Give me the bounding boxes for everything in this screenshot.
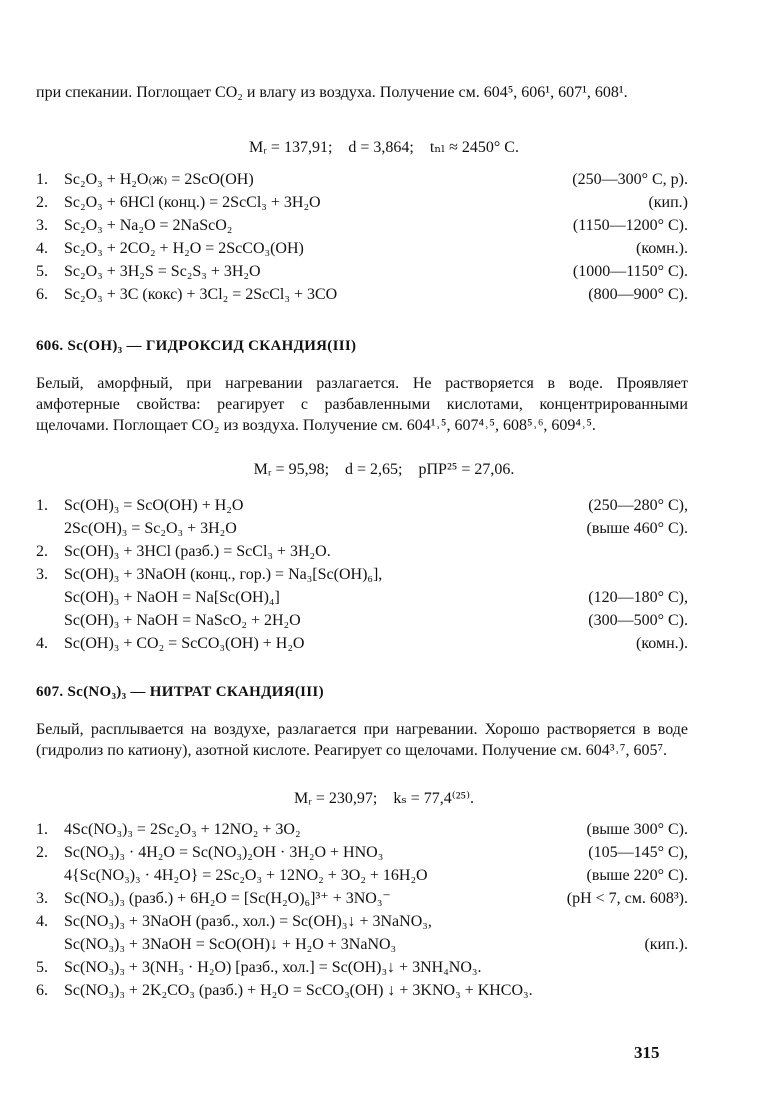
reaction-condition: (комн.). (636, 240, 688, 257)
reaction-number: 6. (36, 982, 48, 999)
reaction-number: 4. (36, 913, 48, 930)
description-607: Белый, расплывается на воздухе, разлагается при нагревании. Хорошо растворяется в воде (гидролиз по катиону), азотной кислоте. Реагирует со щелочами. Получение см. 604³˒⁷, 605⁷. (36, 721, 688, 759)
reaction-equation: Sc(OH)₃ + 3HCl (разб.) = ScCl₃ + 3H₂O. (64, 543, 331, 560)
reaction-row (36, 609, 688, 632)
reaction-equation: Sc(NO₃)₃ (разб.) + 6H₂O = [Sc(H₂O)₆]³⁺ + 3NO₃⁻ (64, 890, 391, 907)
reaction-row (36, 933, 688, 956)
reaction-number: 5. (36, 959, 48, 976)
reaction-equation: 4{Sc(NO₃)₃ · 4H₂O} = 2Sc₂O₃ + 12NO₂ + 3O₂ + 16H₂O (64, 867, 428, 884)
reaction-equation: Sc(OH)₃ + NaOH = NaScO₂ + 2H₂O (64, 612, 301, 629)
section-heading-607: 607. Sc(NO₃)₃ — НИТРАТ СКАНДИЯ(III) (36, 684, 324, 700)
reaction-condition: (300—500° C). (588, 612, 688, 629)
reaction-condition: (1000—1150° C). (572, 263, 688, 280)
reactions-607 (36, 818, 688, 1002)
reaction-row (36, 168, 688, 191)
reaction-equation: Sc₂O₃ + Na₂O = 2NaScO₂ (64, 217, 233, 234)
reaction-row (36, 586, 688, 609)
reaction-condition: (pH < 7, см. 608³). (566, 890, 688, 907)
reaction-row (36, 260, 688, 283)
reaction-row (36, 517, 688, 540)
reaction-condition: (250—300° C, p). (572, 171, 688, 188)
page-number: 315 (634, 1043, 660, 1062)
reaction-equation: 2Sc(OH)₃ = Sc₂O₃ + 3H₂O (64, 520, 237, 537)
reaction-row (36, 283, 688, 306)
reaction-row (36, 494, 688, 517)
reaction-row (36, 214, 688, 237)
reaction-row (36, 632, 688, 655)
reaction-equation: Sc(NO₃)₃ + 3NaOH = ScO(OH)↓ + H₂O + 3NaNO₃ (64, 936, 397, 953)
reaction-condition: (выше 460° C). (586, 520, 688, 537)
reaction-condition: (1150—1200° C). (572, 217, 688, 234)
reaction-condition: (кип.) (648, 194, 688, 211)
reaction-number: 3. (36, 566, 48, 583)
intro-paragraph: при спекании. Поглощает CO₂ и влагу из воздуха. Получение см. 604⁵, 606¹, 607¹, 608¹. (36, 84, 628, 101)
reaction-row (36, 910, 688, 933)
description-606: Белый, аморфный, при нагревании разлагается. Не растворяется в воде. Проявляет амфотерные свойства: реагирует с разбавленными кислотами, концентрированными щелочами. Поглощает CO₂ из воздуха. Получение см. 604¹˒⁵, 607⁴˒⁵, 608⁵˒⁶, 609⁴˒⁵. (36, 375, 688, 434)
reaction-equation: Sc(OH)₃ + 3NaOH (конц., гор.) = Na₃[Sc(OH)₆], (64, 566, 383, 583)
constants-605: Mᵣ = 137,91; d = 3,864; tₙₗ ≈ 2450° C. (249, 139, 519, 156)
reaction-number: 3. (36, 890, 48, 907)
reaction-row (36, 841, 688, 864)
reaction-equation: Sc(OH)₃ + CO₂ = ScCO₃(OH) + H₂O (64, 635, 305, 652)
reaction-equation: Sc(NO₃)₃ + 3NaOH (разб., хол.) = Sc(OH)₃↓ + 3NaNO₃, (64, 913, 432, 930)
reaction-equation: 4Sc(NO₃)₃ = 2Sc₂O₃ + 12NO₂ + 3O₂ (64, 821, 301, 838)
reaction-row (36, 818, 688, 841)
reaction-equation: Sc₂O₃ + 6HCl (конц.) = 2ScCl₃ + 3H₂O (64, 194, 321, 211)
reaction-number: 5. (36, 263, 48, 280)
reaction-number: 6. (36, 286, 48, 303)
reaction-condition: (кип.). (644, 936, 688, 953)
reaction-equation: Sc₂O₃ + 3H₂S = Sc₂S₃ + 3H₂O (64, 263, 261, 280)
reaction-number: 1. (36, 821, 48, 838)
reaction-equation: Sc(NO₃)₃ · 4H₂O = Sc(NO₃)₂OH · 3H₂O + HNO₃ (64, 844, 384, 861)
reaction-number: 1. (36, 497, 48, 514)
reaction-condition: (105—145° C), (588, 844, 688, 861)
reaction-condition: (комн.). (636, 635, 688, 652)
reaction-row (36, 540, 688, 563)
reaction-row (36, 191, 688, 214)
reaction-number: 4. (36, 240, 48, 257)
reaction-condition: (120—180° C), (588, 589, 688, 606)
reaction-row (36, 864, 688, 887)
reaction-equation: Sc₂O₃ + 2CO₂ + H₂O = 2ScCO₃(OH) (64, 240, 304, 257)
reaction-equation: Sc(OH)₃ = ScO(OH) + H₂O (64, 497, 244, 514)
reaction-row (36, 956, 688, 979)
constants-606: Mᵣ = 95,98; d = 2,65; pПР²⁵ = 27,06. (253, 461, 515, 478)
constants-607: Mᵣ = 230,97; kₛ = 77,4⁽²⁵⁾. (293, 790, 474, 807)
reaction-number: 2. (36, 543, 48, 560)
reaction-equation: Sc₂O₃ + 3C (кокс) + 3Cl₂ = 2ScCl₃ + 3CO (64, 286, 338, 303)
reaction-row (36, 237, 688, 260)
section-heading-606: 606. Sc(OH)₃ — ГИДРОКСИД СКАНДИЯ(III) (36, 338, 357, 354)
reactions-605 (36, 168, 688, 306)
reaction-row (36, 887, 688, 910)
reaction-condition: (выше 220° C). (586, 867, 688, 884)
reaction-row (36, 563, 688, 586)
reaction-condition: (250—280° C), (588, 497, 688, 514)
reaction-condition: (выше 300° C). (586, 821, 688, 838)
reaction-number: 3. (36, 217, 48, 234)
reaction-equation: Sc(NO₃)₃ + 2K₂CO₃ (разб.) + H₂O = ScCO₃(OH) ↓ + 3KNO₃ + KHCO₃. (64, 982, 533, 999)
reaction-number: 4. (36, 635, 48, 652)
reaction-number: 2. (36, 844, 48, 861)
reaction-condition: (800—900° C). (588, 286, 688, 303)
reactions-606 (36, 494, 688, 655)
reaction-row (36, 979, 688, 1002)
reaction-equation: Sc(OH)₃ + NaOH = Na[Sc(OH)₄] (64, 589, 280, 606)
reaction-equation: Sc(NO₃)₃ + 3(NH₃ · H₂O) [разб., хол.] = Sc(OH)₃↓ + 3NH₄NO₃. (64, 959, 482, 976)
reaction-number: 1. (36, 171, 48, 188)
reaction-equation: Sc₂O₃ + H₂O₍ж₎ = 2ScO(OH) (64, 171, 254, 188)
reaction-number: 2. (36, 194, 48, 211)
